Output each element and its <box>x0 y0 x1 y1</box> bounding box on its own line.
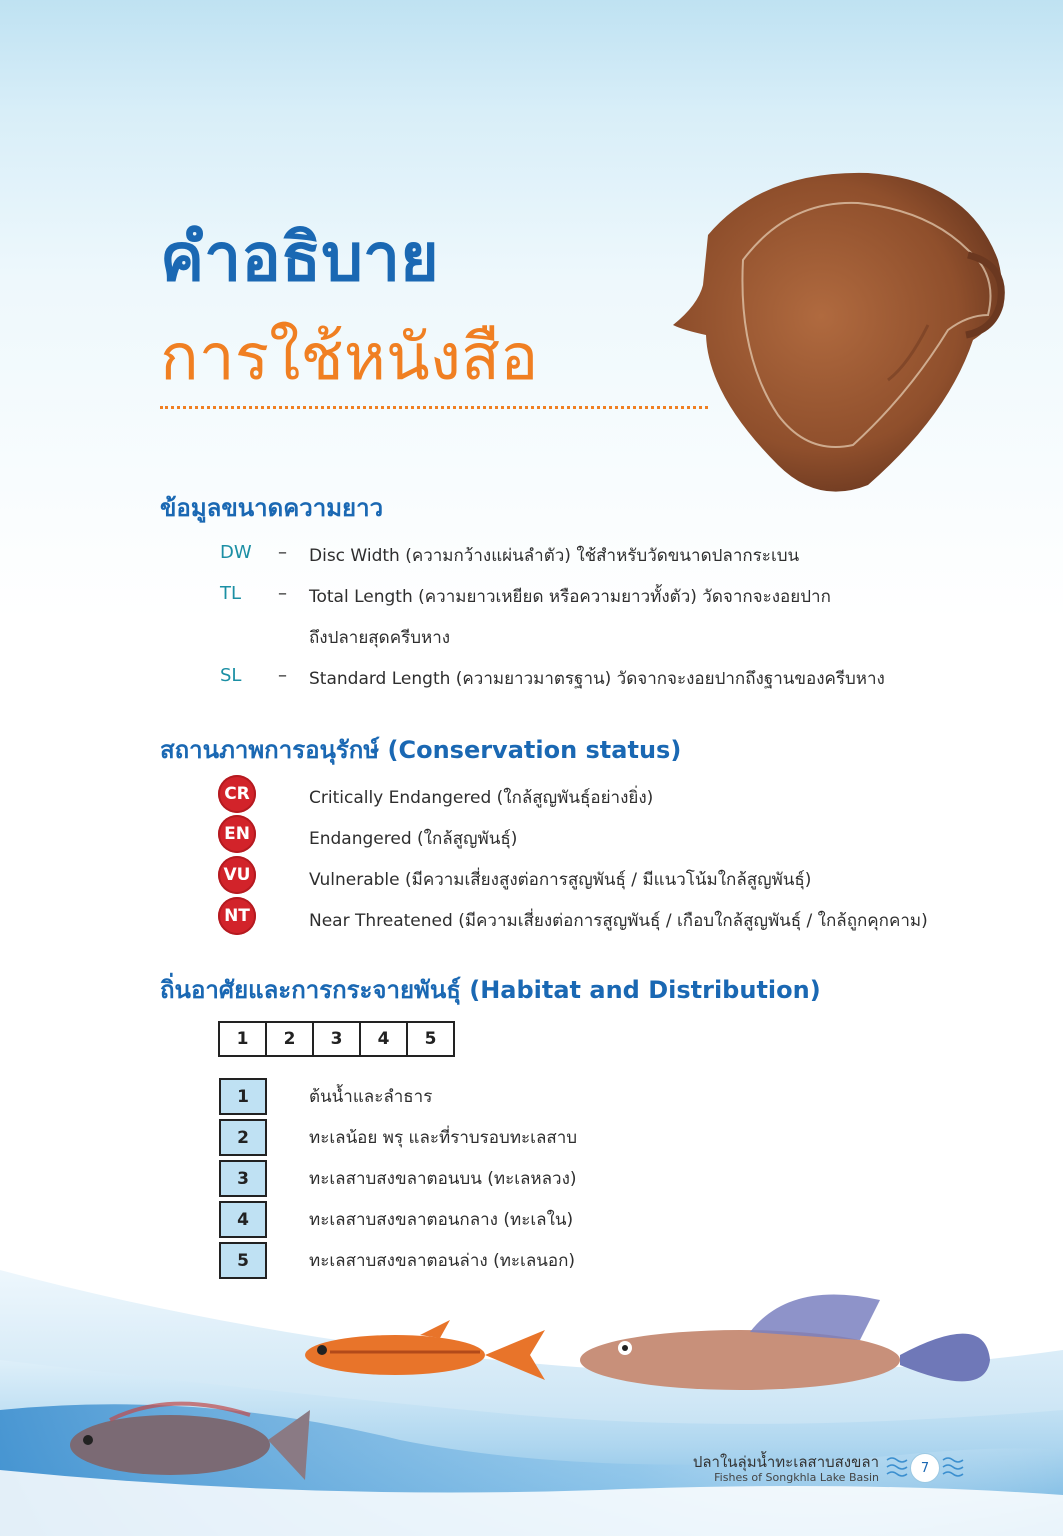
abbr-label: DW <box>220 542 252 563</box>
length-item-tl <box>0 583 1063 617</box>
zone-number-box: 2 <box>219 1119 267 1156</box>
zone-description: ทะเลสาบสงขลาตอนบน (ทะเลหลวง) <box>309 1169 577 1189</box>
page-number: 7 <box>910 1453 940 1483</box>
footer-title-th: ปลาในลุ่มน้ำทะเลสาบสงขลา <box>692 1453 879 1471</box>
status-description: Endangered (ใกล้สูญพันธุ์) <box>309 829 518 849</box>
abbr-label: TL <box>220 583 242 604</box>
zone-row <box>0 1165 1063 1199</box>
zone-description: ทะเลสาบสงขลาตอนล่าง (ทะเลนอก) <box>309 1251 576 1271</box>
footer-title-en: Fishes of Songkhla Lake Basin <box>714 1471 879 1484</box>
length-heading: ข้อมูลขนาดความยาว <box>160 494 384 522</box>
status-description: Vulnerable (มีความเสี่ยงสูงต่อการสูญพันธุ์ / มีแนวโน้มใกล้สูญพันธุ์) <box>309 870 812 890</box>
zone-description: ทะเลสาบสงขลาตอนกลาง (ทะเลใน) <box>309 1210 574 1230</box>
length-description: Disc Width (ความกว้างแผ่นลำตัว) ใช้สำหรับวัดขนาดปลากระเบน <box>309 546 800 566</box>
status-description: Critically Endangered (ใกล้สูญพันธุ์อย่างยิ่ง) <box>309 788 654 808</box>
length-description: Standard Length (ความยาวมาตรฐาน) วัดจากจะงอยปากถึงฐานของครีบหาง <box>309 669 885 689</box>
zone-number-box: 5 <box>219 1242 267 1279</box>
status-row-nt <box>0 907 1063 941</box>
dash: – <box>278 583 287 604</box>
conservation-heading: สถานภาพการอนุรักษ์ (Conservation status) <box>160 736 682 764</box>
status-row-en <box>0 825 1063 859</box>
dash: – <box>278 665 287 686</box>
zone-number-box: 4 <box>219 1201 267 1238</box>
status-badge-vu: VU <box>218 856 256 894</box>
zone-description: ต้นน้ำและลำธาร <box>309 1087 433 1107</box>
length-item-sl <box>0 665 1063 699</box>
zone-number-box: 1 <box>219 1078 267 1115</box>
water-illustration <box>0 1240 1063 1536</box>
zone-strip-cell: 3 <box>314 1023 361 1055</box>
zone-strip-cell: 2 <box>267 1023 314 1055</box>
zone-strip-cell: 4 <box>361 1023 408 1055</box>
habitat-heading: ถิ่นอาศัยและการกระจายพันธุ์ (Habitat and Distribution) <box>160 976 821 1004</box>
zone-description: ทะเลน้อย พรุ และที่ราบรอบทะเลสาบ <box>309 1128 578 1148</box>
zone-strip-cell: 1 <box>220 1023 267 1055</box>
status-badge-en: EN <box>218 815 256 853</box>
dash: – <box>278 542 287 563</box>
zone-strip <box>218 1021 455 1057</box>
length-item-dw <box>0 542 1063 576</box>
status-badge-cr: CR <box>218 775 256 813</box>
status-row-cr <box>0 784 1063 818</box>
wave-icon <box>886 1454 908 1480</box>
status-description: Near Threatened (มีความเสี่ยงต่อการสูญพันธุ์ / เกือบใกล้สูญพันธุ์ / ใกล้ถูกคุกคาม) <box>309 911 928 931</box>
page-title-line1: คำอธิบาย <box>160 219 439 296</box>
wave-icon <box>942 1454 964 1480</box>
zone-strip-cell: 5 <box>424 1029 437 1049</box>
page-title-line2: การใช้หนังสือ <box>160 321 539 395</box>
length-description: Total Length (ความยาวเหยียด หรือความยาวทั้งตัว) วัดจากจะงอยปาก <box>309 587 831 607</box>
status-row-vu <box>0 866 1063 900</box>
length-description-continued: ถึงปลายสุดครีบหาง <box>309 628 451 648</box>
zone-number-box: 3 <box>219 1160 267 1197</box>
dotted-divider <box>160 406 708 409</box>
length-item-tl-cont <box>0 624 1063 658</box>
zone-row <box>0 1206 1063 1240</box>
stingray-image <box>668 165 1013 500</box>
zone-row <box>0 1124 1063 1158</box>
status-badge-nt: NT <box>218 897 256 935</box>
abbr-label: SL <box>220 665 242 686</box>
zone-row <box>0 1083 1063 1117</box>
